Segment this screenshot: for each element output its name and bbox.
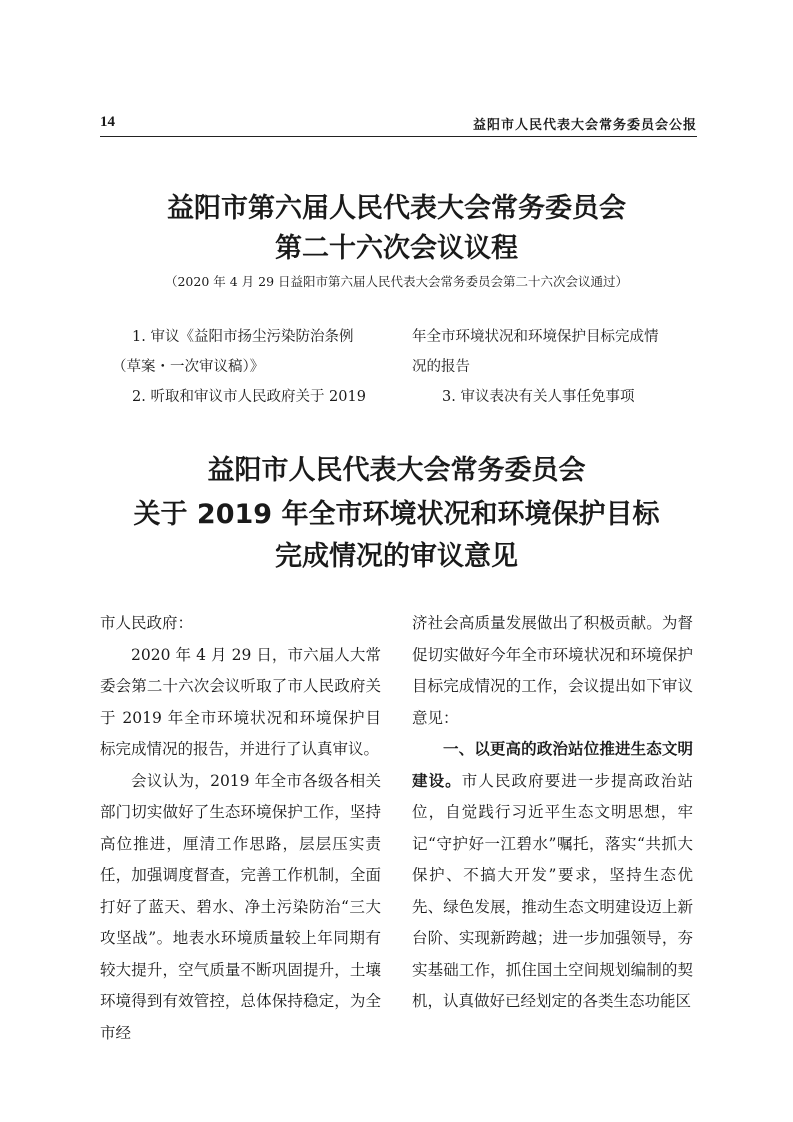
- section-1-text: 市人民政府要进一步提高政治站位，自觉践行习近平生态文明思想，牢记“守护好一江碧水”嘱托，落实“共抓大保护、不搞大开发”要求，坚持生态优先、绿色发展，推动生态文明建设迈上新台阶、实现新跨越；进一步加强领导，夯实基础工作，抓住国土空间规划编制的契机，认真做好已经划定的各类生态功能区: [412, 771, 693, 1010]
- agenda-title-line1: 益阳市第六届人民代表大会常务委员会: [167, 193, 626, 224]
- agenda-left-column: [100, 322, 366, 412]
- body-right-column: [412, 608, 693, 1018]
- agenda-line: 3. 审议表决有关人事任免事项: [442, 389, 635, 405]
- agenda-line: 1. 审议《益阳市扬尘污染防治条例: [132, 329, 354, 345]
- page-number: 14: [100, 114, 115, 130]
- agenda-note: （2020 年 4 月 29 日益阳市第六届人民代表大会常务委员会第二十六次会议通过）: [164, 274, 629, 289]
- agenda-line: （草案・一次审议稿）》: [112, 359, 265, 375]
- paragraph-1: 2020 年 4 月 29 日，市六届人大常委会第二十六次会议听取了市人民政府关于 2019 年全市环境状况和环境保护目标完成情况的报告，并进行了认真审议。: [100, 645, 381, 758]
- journal-title: 益阳市人民代表大会常务委员会公报: [472, 118, 697, 133]
- agenda-line: 年全市环境状况和环境保护目标完成情: [412, 329, 659, 345]
- opinion-title-line1: 益阳市人民代表大会常务委员会: [207, 455, 586, 486]
- section-1: [412, 734, 693, 1018]
- agenda-line: 2. 听取和审议市人民政府关于 2019: [132, 389, 366, 405]
- paragraph-2-continued: 济社会高质量发展做出了积极贡献。为督促切实做好今年全市环境状况和环境保护目标完成情况的工作，会议提出如下审议意见：: [412, 614, 693, 727]
- page-header: [100, 112, 697, 137]
- paragraph-2: 会议认为，2019 年全市各级各相关部门切实做好了生态环境保护工作，坚持高位推进，厘清工作思路，层层压实责任，加强调度督查，完善工作机制，全面打好了蓝天、碧水、净土污染防治“三大攻坚战”。地表水环境质量较上年同期有较大提升，空气质量不断巩固提升，土壤环境得到有效管控，总体保持稳定，为全市经: [100, 771, 381, 1042]
- opinion-title-line3: 完成情况的审议意见: [275, 541, 518, 572]
- opinion-title-line2: 关于 2019 年全市环境状况和环境保护目标: [133, 499, 660, 530]
- salutation: 市人民政府：: [100, 614, 194, 632]
- section-1-heading: 一、以更高的政治站位推进生态文明建设。: [412, 740, 693, 790]
- body-left-column: [100, 608, 381, 1049]
- agenda-line: 况的报告: [412, 359, 470, 375]
- agenda-title-line2: 第二十六次会议议程: [275, 233, 518, 264]
- agenda-right-column: [412, 322, 659, 412]
